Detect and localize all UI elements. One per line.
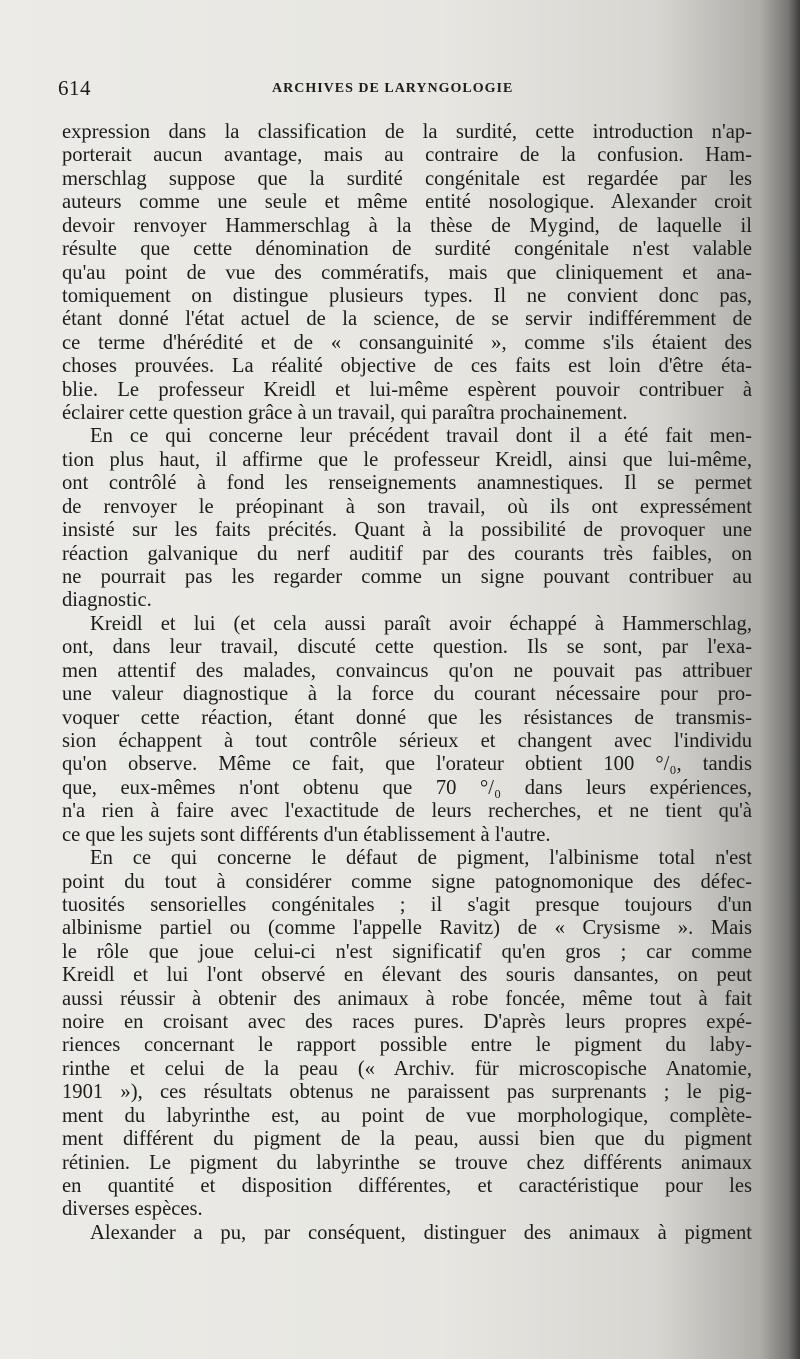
text-line: Kreidl et lui l'ont observé en élevant des souris dansantes, on peut [62,964,752,987]
text-line: ont, dans leur travail, discuté cette question. Ils se sont, par l'exa- [62,636,752,659]
text-line: point du tout à considérer comme signe patognomonique des défec- [62,870,752,893]
text-line: Alexander a pu, par conséquent, distinguer des animaux à pigment [90,1221,752,1244]
text-line: devoir renvoyer Hammerschlag à la thèse de Mygind, de laquelle il [62,214,752,237]
text-line: ont contrôlé à fond les renseignements anamnestiques. Il se permet [62,472,752,495]
text-line: men attentif des malades, convaincus qu'on ne pouvait pas attribuer [62,659,752,682]
text-line: en quantité et disposition différentes, et caractéristique pour les [62,1174,752,1197]
text-line: rinthe et celui de la peau (« Archiv. für microscopische Anatomie, [62,1057,752,1080]
text-line: riences concernant le rapport possible entre le pigment du laby- [62,1034,752,1057]
text-line: diagnostic. [62,589,152,612]
page-number: 614 [58,76,91,100]
page-header [58,76,748,100]
text-line: le rôle que joue celui-ci n'est significatif qu'en gros ; car comme [62,940,752,963]
running-title: ARCHIVES DE LARYNGOLOGIE [272,81,514,96]
text-line: auteurs comme une seule et même entité nosologique. Alexander croit [62,191,752,214]
text-line: résulte que cette dénomination de surdité congénitale n'est valable [62,238,752,261]
text-line: En ce qui concerne leur précédent travail dont il a été fait men- [90,425,752,448]
text-line: qu'au point de vue des commératifs, mais que cliniquement et ana- [62,261,752,284]
text-line: ne pourrait pas les regarder comme un signe pouvant contribuer au [62,566,752,589]
text-line: de renvoyer le préopinant à son travail, où ils ont expressément [62,495,752,518]
page-shadow-edge [760,0,800,1359]
text-line: sion échappent à tout contrôle sérieux et changent avec l'individu [62,729,752,752]
text-line: voquer cette réaction, étant donné que les résistances de transmis- [62,706,752,729]
text-line: tion plus haut, il affirme que le professeur Kreidl, ainsi que lui-même, [62,448,752,471]
text-line: étant donné l'état actuel de la science, de se servir indifféremment de [62,308,752,331]
text-line: ment différent du pigment de la peau, aussi bien que du pigment [62,1128,752,1151]
text-line: diverses espèces. [62,1198,203,1221]
text-line: merschlag suppose que la surdité congénitale est regardée par les [62,167,752,190]
text-line: Kreidl et lui (et cela aussi paraît avoir échappé à Hammerschlag, [90,612,752,635]
text-line: aussi réussir à obtenir des animaux à robe foncée, même tout à fait [62,987,752,1010]
text-line: réaction galvanique du nerf auditif par des courants très faibles, on [62,542,752,565]
text-line: une valeur diagnostique à la force du courant nécessaire pour pro- [62,683,752,706]
text-line: porterait aucun avantage, mais au contraire de la confusion. Ham- [62,144,752,167]
text-line: insisté sur les faits précités. Quant à la possibilité de provoquer une [62,519,752,542]
text-line: blie. Le professeur Kreidl et lui-même espèrent pouvoir contribuer à [62,378,752,401]
text-line: 1901 »), ces résultats obtenus ne paraissent pas surprenants ; le pig- [62,1081,752,1104]
text-line: expression dans la classification de la surdité, cette introduction n'ap- [62,121,752,143]
text-line: tuosités sensorielles congénitales ; il s'agit presque toujours d'un [62,893,752,916]
text-line: rétinien. Le pigment du labyrinthe se trouve chez différents animaux [62,1151,752,1174]
text-line: ment du labyrinthe est, au point de vue morphologique, complète- [62,1104,752,1127]
text-line: choses prouvées. La réalité objective de ces faits est loin d'être éta- [62,355,752,378]
text-line: ce que les sujets sont différents d'un établissement à l'autre. [62,823,551,846]
text-line: ce terme d'hérédité et de « consanguinité », comme s'ils étaient des [62,331,752,354]
text-line: qu'on observe. Même ce fait, que l'orateur obtient 100 °/₀, tandis [62,753,752,776]
body-text [62,121,752,1245]
text-line: noire en croisant avec des races pures. D'après leurs propres expé- [62,1011,752,1034]
text-line: que, eux-mêmes n'ont obtenu que 70 °/₀ dans leurs expériences, [62,776,752,799]
text-line: tomiquement on distingue plusieurs types. Il ne convient donc pas, [62,284,752,307]
text-line: n'a rien à faire avec l'exactitude de leurs recherches, et ne tient qu'à [62,800,752,823]
text-line: éclairer cette question grâce à un travail, qui paraîtra prochainement. [62,402,628,425]
text-line: En ce qui concerne le défaut de pigment, l'albinisme total n'est [90,847,752,870]
text-line: albinisme partiel ou (comme l'appelle Ravitz) de « Crysisme ». Mais [62,917,752,940]
